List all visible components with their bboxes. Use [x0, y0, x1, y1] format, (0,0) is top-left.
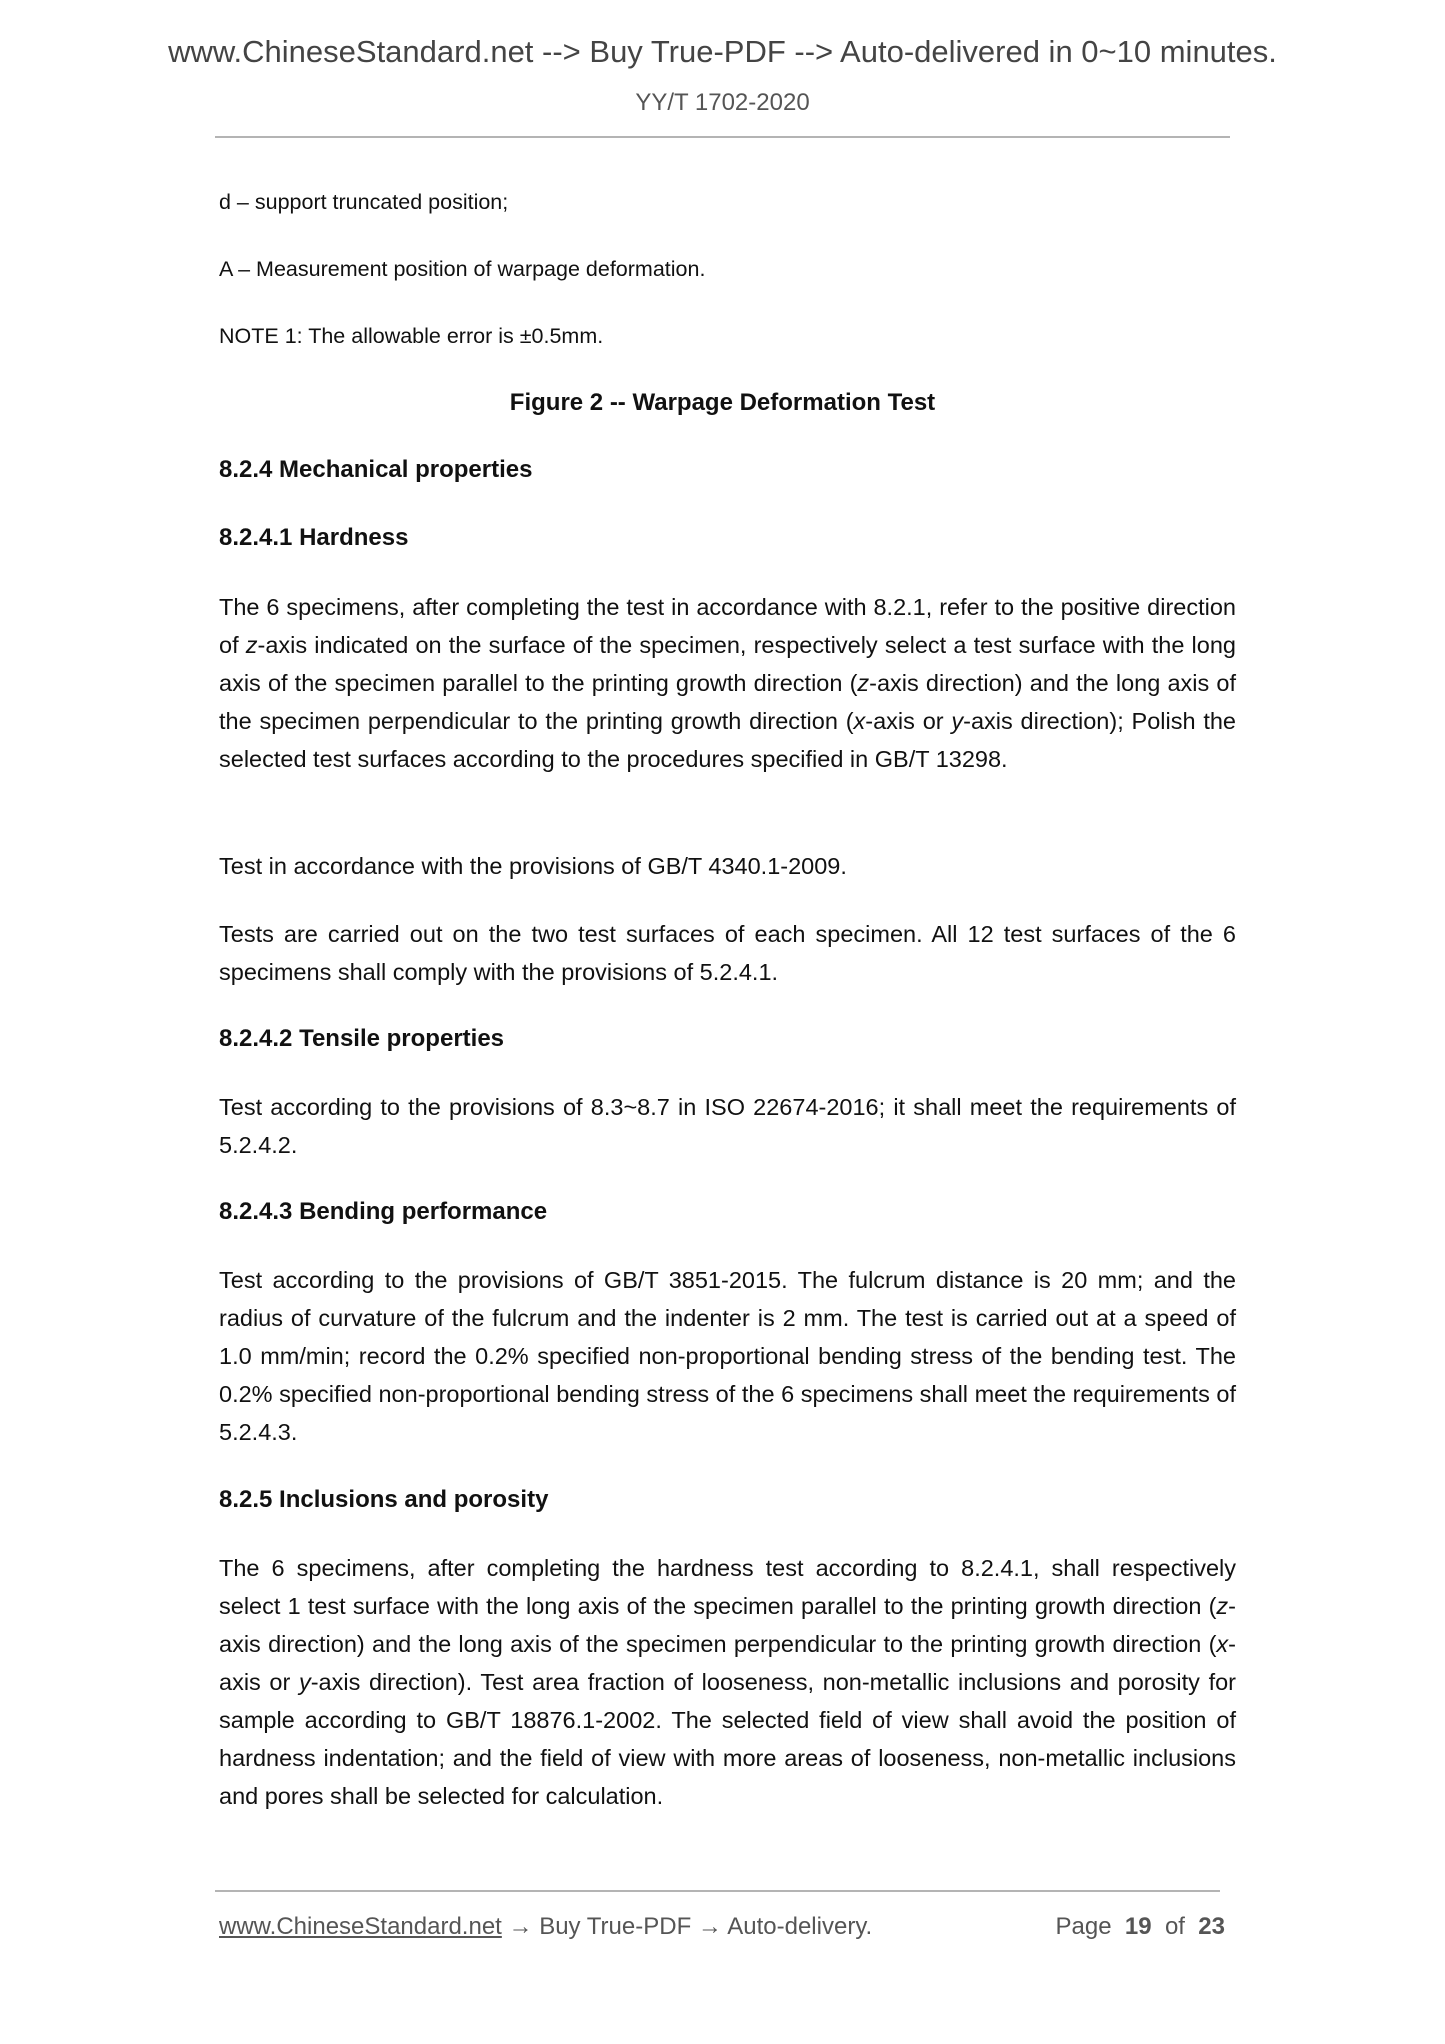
text: -axis direction) and the long axis of the specimen perpendicular to the printing growth direction (	[219, 1593, 1236, 1657]
page-current: 19	[1124, 1913, 1152, 1940]
tensile-paragraph: Test according to the provisions of 8.3~8.7 in ISO 22674-2016; it shall meet the requirements of 5.2.4.2.	[219, 1094, 1236, 1158]
footer-divider	[215, 1890, 1220, 1892]
axis-z: z	[245, 632, 258, 658]
text: -axis direction). Test area fraction of looseness, non-metallic inclusions and porosity for sample according to GB/T 18876.1-2002. The selected field of view shall avoid the position of hardness indentation; and the field of view with more areas of looseness, non-metallic inclusions and pores shall be selected for calculation.	[219, 1669, 1236, 1809]
text: -axis or	[219, 1631, 1236, 1695]
axis-z: z	[857, 670, 870, 696]
document-id: YY/T 1702-2020	[635, 89, 810, 116]
page-total: 23	[1198, 1913, 1225, 1940]
legend-item-d: d – support truncated position;	[219, 190, 509, 214]
axis-x: x	[1216, 1631, 1229, 1657]
footer-site-link[interactable]: www.ChineseStandard.net	[219, 1913, 502, 1940]
inclusions-paragraph	[219, 1549, 1236, 1815]
legend-item-a: A – Measurement position of warpage deformation.	[219, 257, 706, 281]
hardness-surfaces-paragraph: Tests are carried out on the two test surfaces of each specimen. All 12 test surfaces of the 6 specimens shall comply with the provisions of 5.2.4.1.	[219, 921, 1236, 985]
header-divider	[215, 136, 1230, 138]
hardness-paragraph	[219, 588, 1236, 778]
hardness-test-standard-paragraph: Test in accordance with the provisions of GB/T 4340.1-2009.	[219, 853, 847, 879]
axis-x: x	[853, 708, 866, 734]
section-heading-8-2-5: 8.2.5 Inclusions and porosity	[219, 1486, 549, 1513]
page-footer	[219, 1910, 1225, 1944]
text: The 6 specimens, after completing the hardness test according to 8.2.4.1, shall respectively select 1 test surface with the long axis of the specimen parallel to the printing growth direction (	[219, 1555, 1236, 1619]
axis-y: y	[951, 708, 964, 734]
section-heading-8-2-4: 8.2.4 Mechanical properties	[219, 456, 533, 483]
page-indicator	[1055, 1910, 1225, 1944]
figure-note: NOTE 1: The allowable error is ±0.5mm.	[219, 324, 604, 348]
footer-buy-text: Buy True-PDF	[539, 1913, 692, 1940]
text: -axis indicated on the surface of the specimen, respectively select a test surface with the long axis of the specimen parallel to the printing growth direction (	[219, 632, 1236, 696]
arrow-right-icon: →	[508, 1913, 533, 1940]
bending-paragraph: Test according to the provisions of GB/T 3851-2015. The fulcrum distance is 20 mm; and the radius of curvature of the fulcrum and the indenter is 2 mm. The test is carried out at a speed of 1.0 mm/min; record the 0.2% specified non-proportional bending stress of the bending test. The 0.2% specified non-proportional bending stress of the 6 specimens shall meet the requirements of 5.2.4.3.	[219, 1267, 1236, 1445]
arrow-right-icon: →	[697, 1913, 722, 1940]
footer-delivery-text: Auto-delivery.	[727, 1913, 873, 1940]
figure-caption: Figure 2 -- Warpage Deformation Test	[509, 389, 936, 416]
axis-y: y	[298, 1669, 311, 1695]
header-banner: www.ChineseStandard.net --> Buy True-PDF --> Auto-delivered in 0~10 minutes.	[168, 34, 1277, 69]
section-heading-8-2-4-1: 8.2.4.1 Hardness	[219, 524, 409, 551]
text: The 6 specimens, after completing the test in accordance with 8.2.1, refer to the positive direction of	[219, 594, 1236, 658]
text: -axis direction); Polish the selected test surfaces according to the procedures specified in GB/T 13298.	[219, 708, 1236, 772]
section-heading-8-2-4-2: 8.2.4.2 Tensile properties	[219, 1025, 505, 1052]
of-label: of	[1164, 1913, 1185, 1940]
text: -axis or	[865, 708, 952, 734]
text: -axis direction) and the long axis of the specimen perpendicular to the printing growth direction (	[219, 670, 1237, 734]
page-label: Page	[1055, 1913, 1112, 1940]
axis-z: z	[1216, 1593, 1229, 1619]
section-heading-8-2-4-3: 8.2.4.3 Bending performance	[219, 1198, 548, 1225]
